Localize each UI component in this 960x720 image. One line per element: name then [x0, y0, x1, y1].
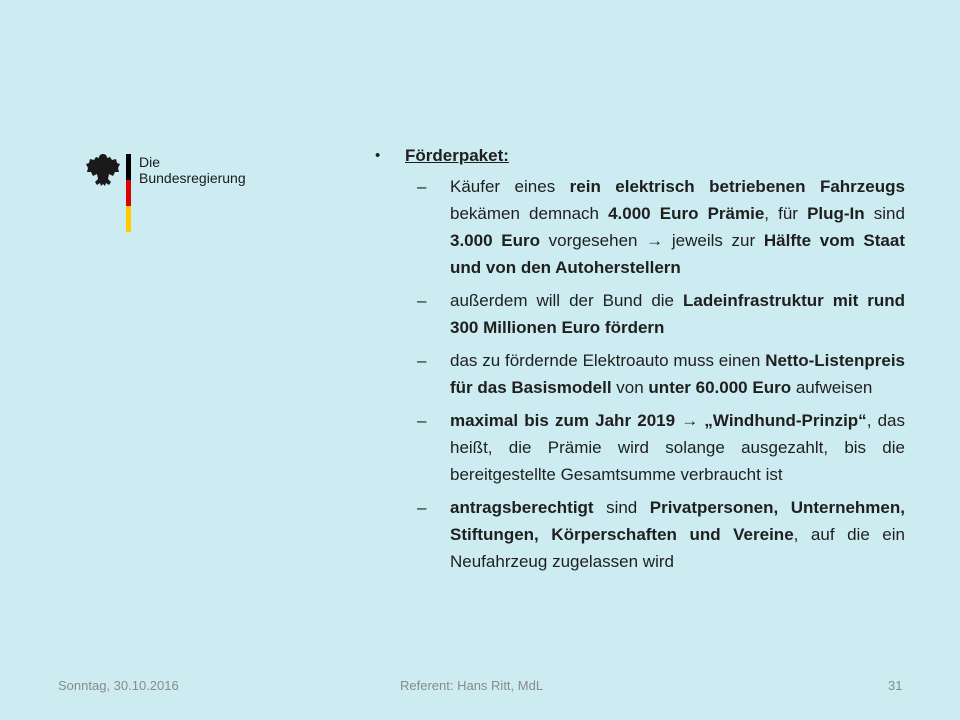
text-segment: , auf die ein Neufahrzeug zugelassen wird [450, 525, 905, 571]
text-segment: Netto-Listenpreis für das Basismodell [450, 351, 905, 397]
text-segment: 3.000 Euro [450, 231, 540, 250]
text-segment: „Windhund-Prinzip“ [698, 411, 867, 430]
footer-date: Sonntag, 30.10.2016 [58, 678, 179, 693]
bullet-dot-icon: • [375, 147, 381, 164]
text-segment: unter 60.000 Euro [648, 378, 792, 397]
text-segment: Plug-In [807, 204, 865, 223]
text-segment: sind [593, 498, 650, 517]
logo-text [139, 154, 246, 186]
text-segment: vorgesehen [539, 231, 647, 250]
text-segment: → [681, 411, 699, 430]
list-item [375, 494, 905, 575]
text-segment: rein elektrisch betriebenen Fahrzeugs [569, 177, 905, 196]
text-segment: außerdem will der Bund die [450, 291, 683, 310]
text-segment: bekämen demnach [450, 204, 609, 223]
text-segment: Hälfte vom Staat und von den Autoherstellern [450, 231, 905, 277]
text-segment: jeweils zur [663, 231, 764, 250]
content-area [375, 142, 905, 581]
item-text [450, 177, 905, 277]
footer-referent: Referent: Hans Ritt, MdL [400, 678, 544, 693]
page-number: 31 [888, 678, 903, 693]
text-segment: Ladeinfrastruktur mit rund 300 Millionen Euro fördern [450, 291, 905, 337]
logo-line-2: Bundesregierung [139, 170, 246, 186]
text-segment: maximal bis zum Jahr 2019 [450, 411, 682, 430]
text-segment: Käufer eines [450, 177, 570, 196]
item-text [450, 498, 905, 571]
text-segment: das zu fördernde Elektroauto muss einen [450, 351, 766, 370]
bundesregierung-logo [86, 152, 266, 236]
dash-icon: – [417, 351, 427, 370]
dash-icon: – [417, 291, 427, 310]
text-segment: → [646, 231, 664, 250]
text-segment: von [611, 378, 649, 397]
text-segment: aufweisen [791, 378, 873, 397]
text-segment: sind [864, 204, 905, 223]
flag-stripe [126, 154, 131, 232]
list-item [375, 347, 905, 401]
list-item [375, 287, 905, 341]
dash-icon: – [417, 177, 427, 196]
text-segment: Privatpersonen, Unternehmen, Stiftungen, Körperschaften und Vereine [450, 498, 905, 544]
eagle-icon [86, 152, 120, 188]
dash-icon: – [417, 498, 427, 517]
main-bullet [375, 142, 905, 169]
item-text [450, 411, 905, 484]
logo-line-1: Die [139, 154, 161, 170]
text-segment: , für [764, 204, 808, 223]
list-item [375, 173, 905, 281]
text-segment: , das heißt, die Prämie wird solange ausgezahlt, bis die bereitgestellte Gesamtsumme verbraucht ist [450, 411, 906, 484]
dash-icon: – [417, 411, 427, 430]
list-item [375, 407, 905, 488]
item-text [450, 291, 905, 337]
section-heading: Förderpaket: [405, 146, 509, 165]
text-segment: antragsberechtigt [450, 498, 594, 517]
text-segment: 4.000 Euro Prämie [608, 204, 765, 223]
item-text [450, 351, 905, 397]
